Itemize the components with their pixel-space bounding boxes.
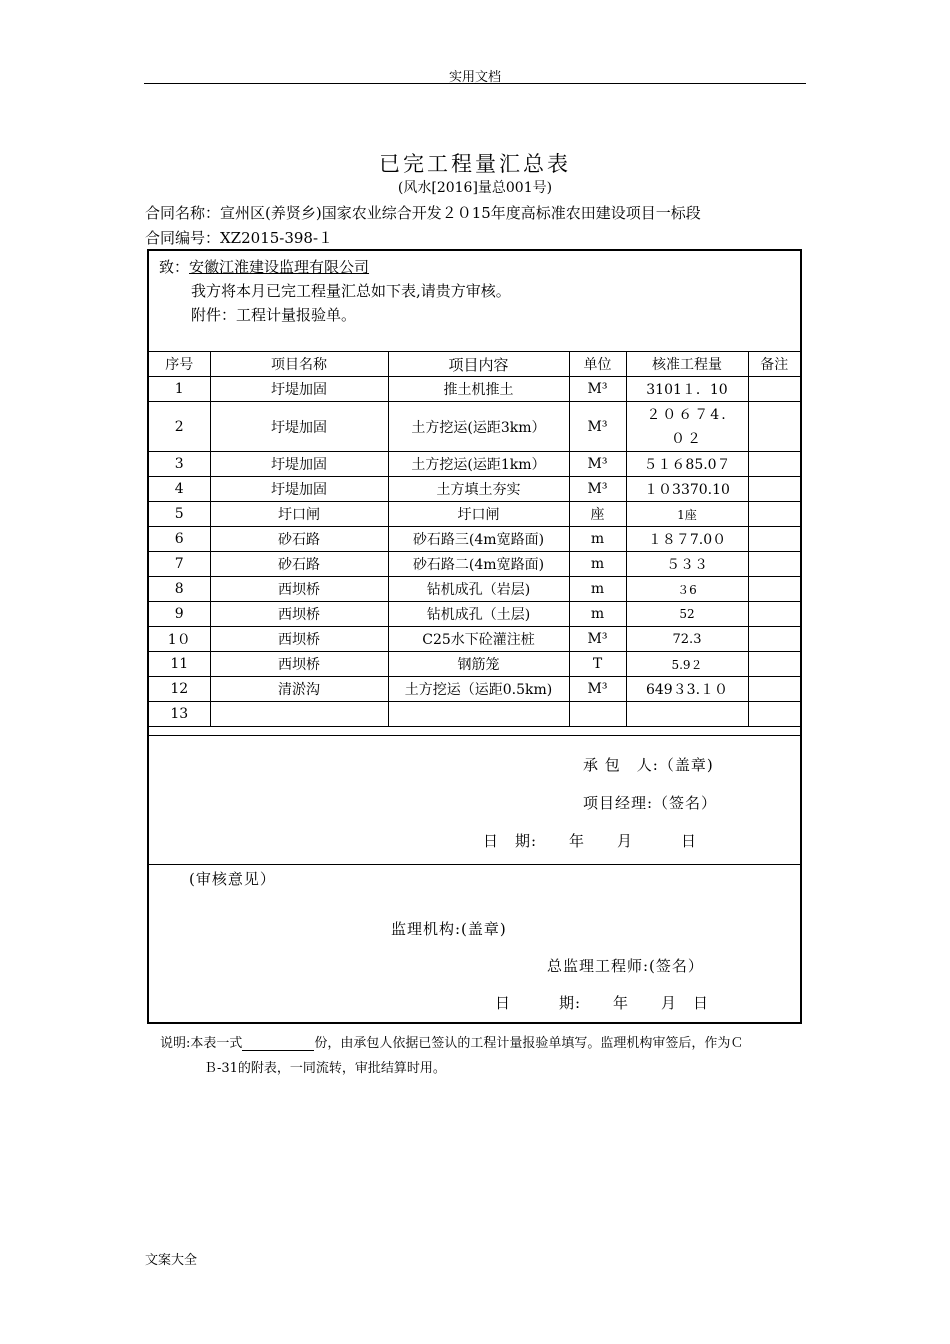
row-name: 西坝桥 xyxy=(210,602,388,627)
table-row xyxy=(149,502,800,527)
row-name: 西坝桥 xyxy=(210,627,388,652)
to-company: 安徽江淮建设监理有限公司 xyxy=(189,258,370,276)
row-unit: 座 xyxy=(569,502,626,527)
document-title: 已完工程量汇总表 xyxy=(379,152,571,176)
row-content: 砂石路三(4m宽路面) xyxy=(388,527,569,552)
project-manager: 项目经理:（签名） xyxy=(583,794,718,812)
row-name: 西坝桥 xyxy=(210,652,388,677)
row-remark xyxy=(748,602,800,627)
note-prefix: 说明:本表一式 xyxy=(160,1036,243,1051)
row-qty: 72.3 xyxy=(626,627,748,652)
header-no: 序号 xyxy=(149,352,210,377)
table-row xyxy=(149,702,800,727)
row-remark xyxy=(748,477,800,502)
row-content: 推土机推土 xyxy=(388,377,569,402)
row-no: 11 xyxy=(149,652,210,677)
row-content: 土方填土夯实 xyxy=(388,477,569,502)
note-line2: Ｂ-31的附表，一同流转，审批结算时用。 xyxy=(204,1061,446,1076)
row-content: 土方挖运(运距3km） xyxy=(388,402,569,452)
table-row xyxy=(149,402,800,452)
row-no: 3 xyxy=(149,452,210,477)
row-content xyxy=(388,702,569,727)
note-line1 xyxy=(160,1032,743,1051)
header-name: 项目名称 xyxy=(210,352,388,377)
summary-form xyxy=(147,249,802,1024)
contractor-date: 日 期: 年 月 日 xyxy=(483,832,698,850)
row-unit: M³ xyxy=(569,452,626,477)
row-remark xyxy=(748,527,800,552)
row-remark xyxy=(748,577,800,602)
table-row xyxy=(149,377,800,402)
intro-line1: 我方将本月已完工程量汇总如下表,请贵方审核。 xyxy=(191,282,511,300)
row-name: 砂石路 xyxy=(210,527,388,552)
row-qty: １８７7.0０ xyxy=(626,527,748,552)
supervision-agency: 监理机构:(盖章) xyxy=(391,920,507,938)
row-no: 9 xyxy=(149,602,210,627)
row-content: C25水下砼灌注桩 xyxy=(388,627,569,652)
row-unit: M³ xyxy=(569,402,626,452)
row-qty: ３6 xyxy=(626,577,748,602)
table-row xyxy=(149,452,800,477)
table-row xyxy=(149,652,800,677)
row-unit xyxy=(569,702,626,727)
chief-engineer: 总监理工程师:(签名） xyxy=(547,957,704,975)
row-name: 清淤沟 xyxy=(210,677,388,702)
row-unit: T xyxy=(569,652,626,677)
row-name: 西坝桥 xyxy=(210,577,388,602)
row-no: 2 xyxy=(149,402,210,452)
row-content: 圩口闸 xyxy=(388,502,569,527)
row-name: 砂石路 xyxy=(210,552,388,577)
row-qty: ５１６85.0７ xyxy=(626,452,748,477)
table-row xyxy=(149,552,800,577)
row-name: 圩堤加固 xyxy=(210,452,388,477)
intro-addressee xyxy=(159,256,369,277)
table-row xyxy=(149,527,800,552)
row-unit: M³ xyxy=(569,677,626,702)
row-content: 砂石路二(4m宽路面) xyxy=(388,552,569,577)
review-divider xyxy=(149,864,800,865)
row-no: 7 xyxy=(149,552,210,577)
row-qty: ５３３ xyxy=(626,552,748,577)
row-qty: 3101１．10 xyxy=(626,377,748,402)
row-qty: １０3370.10 xyxy=(626,477,748,502)
contract-number: 合同编号：XZ2015-398-１ xyxy=(145,229,334,247)
row-no: 6 xyxy=(149,527,210,552)
row-qty: 649３3.１０ xyxy=(626,677,748,702)
row-qty xyxy=(626,702,748,727)
row-content: 钻机成孔（土层) xyxy=(388,602,569,627)
intro-line2: 附件：工程计量报验单。 xyxy=(191,306,357,324)
header-content: 项目内容 xyxy=(388,352,569,377)
row-remark xyxy=(748,452,800,477)
row-no: 1 xyxy=(149,377,210,402)
row-unit: M³ xyxy=(569,477,626,502)
table-row xyxy=(149,677,800,702)
page-footer: 文案大全 xyxy=(145,1253,198,1268)
row-qty: 52 xyxy=(626,602,748,627)
review-opinion: (审核意见） xyxy=(189,870,276,888)
row-content: 土方挖运(运距1km） xyxy=(388,452,569,477)
row-no: 5 xyxy=(149,502,210,527)
row-remark xyxy=(748,377,800,402)
header-rule xyxy=(144,83,806,84)
table-row xyxy=(149,577,800,602)
row-qty-cell xyxy=(626,402,748,452)
row-remark xyxy=(748,652,800,677)
row-no: 8 xyxy=(149,577,210,602)
row-unit: M³ xyxy=(569,627,626,652)
row-qty: ２０６７4.０２ xyxy=(646,406,728,447)
row-unit: m xyxy=(569,602,626,627)
row-unit: m xyxy=(569,552,626,577)
quantity-table xyxy=(149,351,800,727)
row-name: 圩堤加固 xyxy=(210,477,388,502)
row-content: 钻机成孔（岩层) xyxy=(388,577,569,602)
row-name xyxy=(210,702,388,727)
row-qty: 1座 xyxy=(626,502,748,527)
contractor-stamp: 承 包 人:（盖章) xyxy=(583,756,714,774)
row-unit: m xyxy=(569,577,626,602)
header-qty: 核准工程量 xyxy=(626,352,748,377)
table-row xyxy=(149,627,800,652)
row-remark xyxy=(748,627,800,652)
table-bottom-divider xyxy=(149,735,800,736)
page-header: 实用文档 xyxy=(448,70,501,85)
row-remark xyxy=(748,702,800,727)
header-remark: 备注 xyxy=(748,352,800,377)
row-remark xyxy=(748,677,800,702)
row-remark xyxy=(748,552,800,577)
row-no: 1０ xyxy=(149,627,210,652)
contract-name: 合同名称：宣州区(养贤乡)国家农业综合开发２０15年度高标准农田建设项目一标段 xyxy=(145,204,701,222)
document-number: (风水[2016]量总001号) xyxy=(397,180,553,196)
table-row xyxy=(149,602,800,627)
row-no: 13 xyxy=(149,702,210,727)
copies-blank xyxy=(242,1037,314,1051)
note-suffix: 份，由承包人依据已签认的工程计量报验单填写。监理机构审签后，作为Ｃ xyxy=(314,1036,744,1051)
row-unit: m xyxy=(569,527,626,552)
row-name: 圩口闸 xyxy=(210,502,388,527)
row-remark xyxy=(748,502,800,527)
row-unit: M³ xyxy=(569,377,626,402)
row-remark xyxy=(748,402,800,452)
header-unit: 单位 xyxy=(569,352,626,377)
row-no: 4 xyxy=(149,477,210,502)
row-name: 圩堤加固 xyxy=(210,377,388,402)
table-row xyxy=(149,477,800,502)
row-content: 土方挖运（运距0.5km) xyxy=(388,677,569,702)
to-label: 致： xyxy=(159,258,190,276)
row-qty: 5.9２ xyxy=(626,652,748,677)
table-header-row xyxy=(149,352,800,377)
row-content: 钢筋笼 xyxy=(388,652,569,677)
review-date: 日 期: 年 月 日 xyxy=(495,994,710,1012)
row-no: 12 xyxy=(149,677,210,702)
row-name: 圩堤加固 xyxy=(210,402,388,452)
